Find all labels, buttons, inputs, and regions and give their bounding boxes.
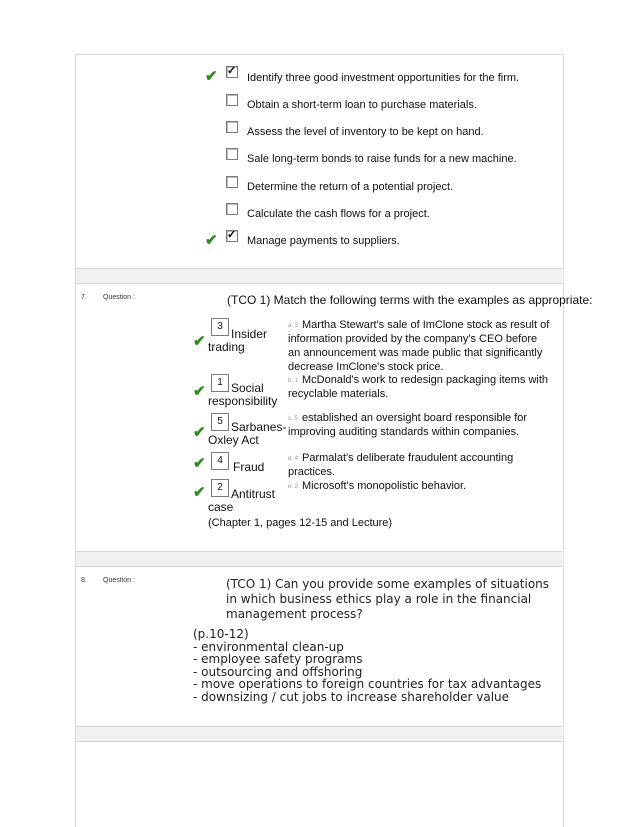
question-number: 8. <box>81 577 87 584</box>
question-text: (TCO 1) Can you provide some examples of situations in which business ethics play a role in the financial management process? <box>226 577 550 621</box>
separator-band <box>76 552 562 566</box>
correct-check-icon: ✔ <box>193 424 206 441</box>
answer-line: - employee safety programs <box>193 652 363 666</box>
option-checkbox[interactable] <box>226 203 238 215</box>
option-checkbox[interactable] <box>226 121 238 133</box>
term-label: case <box>208 500 234 514</box>
match-answer-box[interactable]: 2 <box>211 479 229 497</box>
term-label: Sarbanes- <box>231 420 287 434</box>
question-label: Question : <box>103 577 135 584</box>
answer-line: - downsizing / cut jobs to increase shareholder value <box>193 689 510 704</box>
option-label: Calculate the cash flows for a project. <box>247 208 430 220</box>
term-label: trading <box>208 340 245 354</box>
option-checkbox[interactable] <box>226 148 238 160</box>
match-letter: c. 5 <box>288 416 298 422</box>
option-label: Manage payments to suppliers. <box>247 235 400 247</box>
question-number: 7. <box>81 294 87 301</box>
correct-check-icon: ✔ <box>193 455 206 472</box>
answer-line: (p.10-12) <box>193 627 249 641</box>
answer-line: - move operations to foreign countries for tax advantages <box>193 677 542 691</box>
match-example: Microsoft's monopolistic behavior. <box>302 480 467 492</box>
correct-check-icon: ✔ <box>205 68 218 85</box>
term-label: Fraud <box>233 460 265 474</box>
term-label: Oxley Act <box>208 433 259 447</box>
reference-note: (Chapter 1, pages 12-15 and Lecture) <box>208 517 393 529</box>
option-label: Determine the return of a potential project. <box>247 181 454 193</box>
separator-band <box>76 727 562 741</box>
match-letter: a. 3 <box>288 323 299 329</box>
match-letter: e. 2 <box>288 484 299 490</box>
separator-band <box>76 269 562 283</box>
checkmark-icon: ✓ <box>227 229 237 241</box>
divider <box>76 741 562 742</box>
question-label: Question : <box>103 294 135 301</box>
match-answer-box[interactable]: 5 <box>211 413 229 431</box>
correct-check-icon: ✔ <box>193 383 206 400</box>
term-label: Antitrust <box>231 487 276 501</box>
checkmark-icon: ✓ <box>227 65 237 77</box>
match-example: Martha Stewart's sale of ImClone stock as result of information provided by the company's CEO before an announcement was made public that significantly decrease ImClone's stock price. <box>288 319 550 373</box>
option-label: Assess the level of inventory to be kept on hand. <box>247 126 484 138</box>
match-letter: b. 1 <box>288 378 299 384</box>
correct-check-icon: ✔ <box>193 333 206 350</box>
option-checkbox[interactable] <box>226 176 238 188</box>
term-label: Social <box>231 381 264 395</box>
option-label: Identify three good investment opportunities for the firm. <box>247 72 520 84</box>
divider <box>76 283 562 284</box>
correct-check-icon: ✔ <box>193 484 206 501</box>
option-checkbox[interactable] <box>226 66 238 78</box>
answer-line: - environmental clean-up <box>193 639 344 654</box>
option-label: Sale long-term bonds to raise funds for a new machine. <box>247 153 517 165</box>
match-letter: d. 4 <box>288 456 299 462</box>
divider <box>76 566 562 567</box>
term-label: responsibility <box>208 394 278 408</box>
option-label: Obtain a short-term loan to purchase materials. <box>247 99 477 111</box>
match-answer-box[interactable]: 4 <box>211 452 229 470</box>
match-example: Parmalat's deliberate fraudulent accounting practices. <box>288 452 514 478</box>
option-checkbox[interactable] <box>226 230 238 242</box>
match-answer-box[interactable]: 1 <box>211 374 229 392</box>
question-panel <box>75 54 564 827</box>
answer-text <box>193 628 541 703</box>
match-answer-box[interactable]: 3 <box>211 318 229 336</box>
answer-line: - outsourcing and offshoring <box>193 664 363 679</box>
correct-check-icon: ✔ <box>205 232 218 249</box>
option-checkbox[interactable] <box>226 94 238 106</box>
match-example: established an oversight board responsible for improving auditing standards within companies. <box>288 412 528 438</box>
match-example: McDonald's work to redesign packaging items with recyclable materials. <box>288 374 549 400</box>
term-label: Insider <box>231 327 268 341</box>
question-text: (TCO 1) Match the following terms with the examples as appropriate: <box>227 293 593 307</box>
